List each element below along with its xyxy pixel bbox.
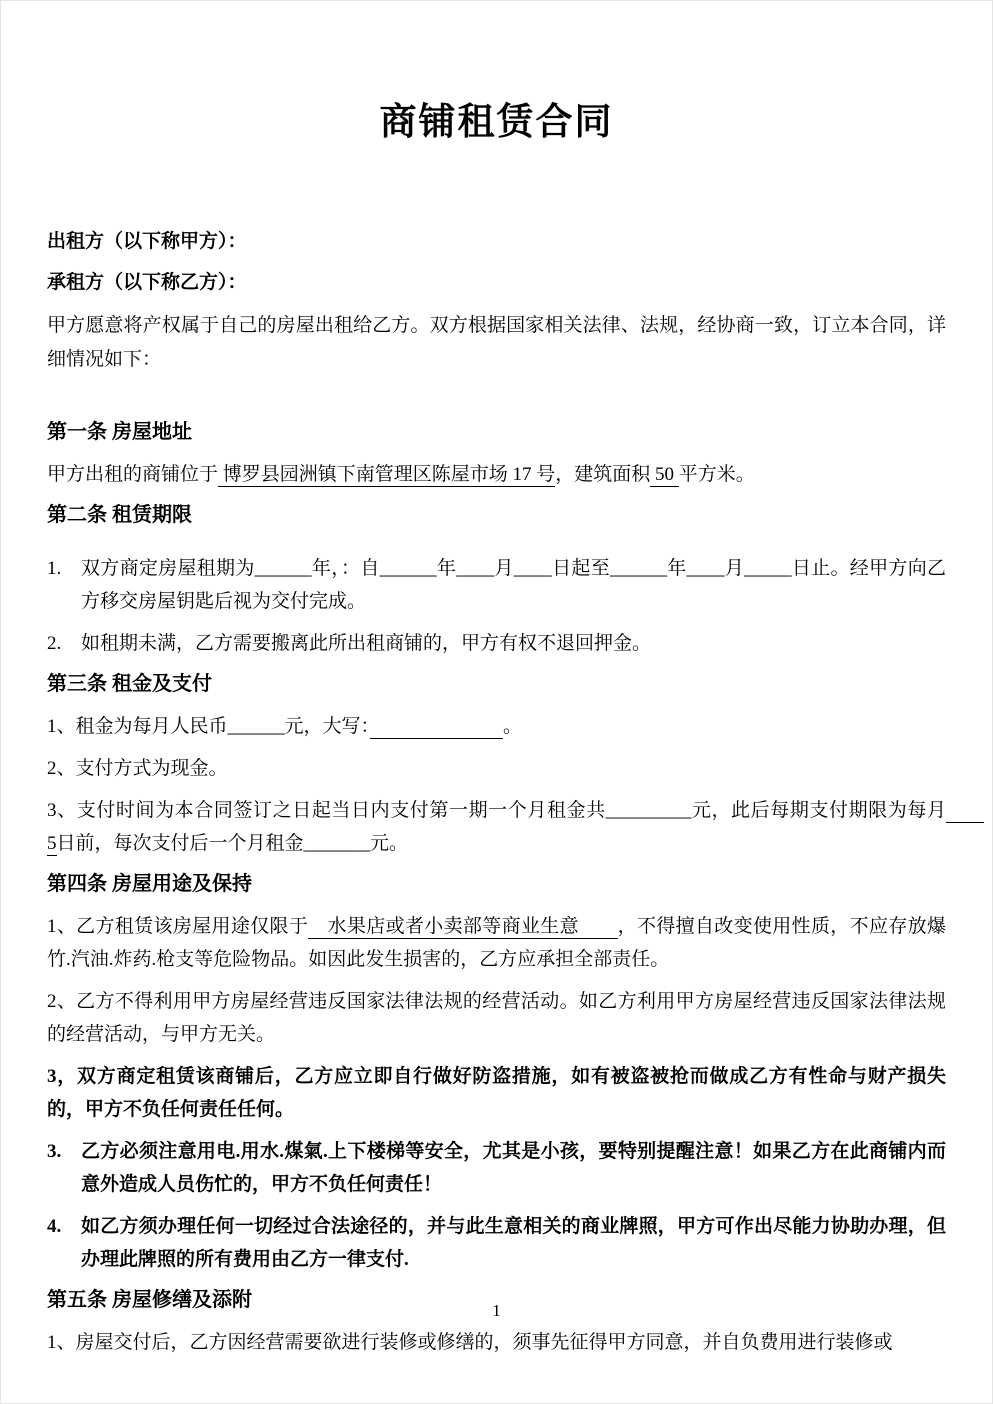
paragraph <box>47 985 946 1051</box>
text-run: ，不得擅自改变使用性质，不应存放爆竹.汽油.炸药.枪支等危险物品。如因此发生损害的，乙方应承担全部责任。 <box>47 916 946 970</box>
section-heading: 第二条 租赁期限 <box>47 504 192 526</box>
filled-blank[interactable]: 5 <box>47 800 985 854</box>
text-run: 平方米。 <box>678 464 755 485</box>
text-run: 如乙方须办理任何一切经过合法途径的，并与此生意相关的商业牌照，甲方可作出尽能力协助办理，但办理此牌照的所有费用由乙方一律支付. <box>81 1216 946 1270</box>
filled-blank[interactable] <box>370 716 503 739</box>
contract-section <box>47 417 946 491</box>
lessor-line: 出租方（以下称甲方）： <box>47 231 247 252</box>
paragraph <box>47 1326 946 1359</box>
text-run: 如租期未满，乙方需要搬离此所出租商铺的，甲方有权不退回押金。 <box>81 633 652 654</box>
paragraph-text <box>47 716 522 739</box>
filled-blank[interactable]: 水果店或者小卖部等商业生意 <box>308 916 618 937</box>
paragraph-text <box>47 758 228 779</box>
contract-title: 商铺租赁合同 <box>379 102 614 143</box>
text-run: 2、乙方不得利用甲方房屋经营违反国家法律法规的经营活动。如乙方利用甲方房屋经营违反国家法律法规的经营活动，与甲方无关。 <box>47 991 946 1045</box>
contract-section <box>47 669 985 860</box>
paragraph-text <box>47 1066 946 1120</box>
section-heading: 第三条 租金及支付 <box>47 673 212 695</box>
text-run: 3、支付时间为本合同签订之日起当日内支付第一期一个月租金共_________元，此后每期支付期限为每月 <box>47 800 946 821</box>
text-run: 1、房屋交付后，乙方因经营需要欲进行装修或修缮的，须事先征得甲方同意，并自负费用进行装修或 <box>47 1332 893 1353</box>
paragraph-text <box>81 1210 946 1276</box>
list-item <box>47 627 946 660</box>
text-run: 3，双方商定租赁该商铺后，乙方应立即自行做好防盗措施，如有被盗被抢而做成乙方有性命与财产损失的，甲方不负任何责任任何。 <box>47 1066 946 1120</box>
lessee-line: 承租方（以下称乙方）： <box>47 272 247 293</box>
list-marker: 1. <box>47 558 62 579</box>
list-marker: 4. <box>47 1216 62 1237</box>
text-run: 甲方出租的商铺位于 <box>47 464 219 485</box>
paragraph <box>47 1060 946 1126</box>
paragraph-text <box>47 916 946 970</box>
paragraph-text <box>47 991 946 1045</box>
paragraph-text <box>47 1332 893 1353</box>
paragraph-text <box>81 552 946 618</box>
list-marker: 3. <box>47 1141 62 1162</box>
text-run: 乙方必须注意用电.用水.煤氣.上下楼梯等安全，尤其是小孩，要特别提醒注意！如果乙方在此商铺内而意外造成人员伤忙的，甲方不负任何责任！ <box>81 1141 946 1195</box>
list-marker: 2. <box>47 633 62 654</box>
section-heading: 第一条 房屋地址 <box>47 421 192 443</box>
contract-section <box>47 869 946 1276</box>
contract-section <box>47 1285 946 1359</box>
section-heading: 第五条 房屋修缮及添附 <box>47 1289 252 1311</box>
paragraph <box>47 910 946 976</box>
section-heading: 第四条 房屋用途及保持 <box>47 873 252 895</box>
filled-blank[interactable]: 50 <box>650 464 679 485</box>
contract-body <box>47 417 985 1359</box>
text-run: 1、乙方租赁该房屋用途仅限于 <box>47 916 309 937</box>
contract-section <box>47 500 946 660</box>
text-run: 日前，每次支付后一个月租金_______元。 <box>56 833 409 854</box>
paragraph <box>47 752 946 785</box>
paragraph <box>47 458 946 491</box>
paragraph-text <box>47 800 984 856</box>
intro-paragraph: 甲方愿意将产权属于自己的房屋出租给乙方。双方根据国家相关法律、法规，经协商一致，订立本合同，详细情况如下： <box>47 315 946 370</box>
list-item <box>47 552 946 618</box>
text-run: ，建筑面积 <box>555 464 651 485</box>
list-item <box>47 1135 946 1201</box>
filled-blank[interactable]: 博罗县园洲镇下南管理区陈屋市场 17 号 <box>218 464 556 485</box>
text-run: 2、支付方式为现金。 <box>47 758 228 779</box>
paragraph <box>47 710 946 743</box>
text-run: 。 <box>503 716 523 737</box>
paragraph <box>47 794 985 860</box>
text-run: 双方商定房屋租期为______年，：自______年____月____日起至______年____月_____日止。经甲方向乙方移交房屋钥匙后视为交付完成。 <box>81 558 946 612</box>
paragraph-text <box>47 464 755 487</box>
list-item <box>47 1210 946 1276</box>
text-run: 1、租金为每月人民币______元，大写： <box>47 716 371 737</box>
page-number: 1 <box>492 1301 501 1320</box>
paragraph-text <box>81 1135 946 1201</box>
paragraph-text <box>81 627 946 660</box>
